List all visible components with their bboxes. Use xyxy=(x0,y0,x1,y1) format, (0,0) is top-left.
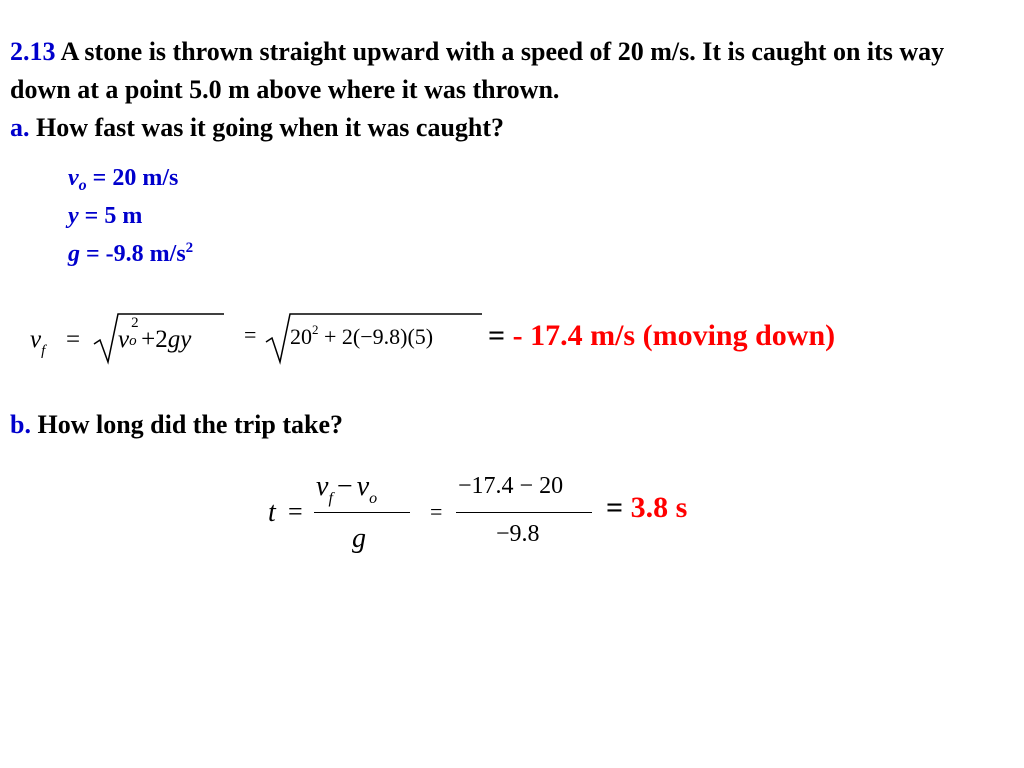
given-y: y = 5 m xyxy=(68,203,143,229)
equals-sign-2: = xyxy=(244,322,257,347)
result-a: = - 17.4 m/s (moving down) xyxy=(488,319,836,352)
equals-sign-b: = xyxy=(288,497,303,526)
numerator-2: −17.4 − 20 xyxy=(458,473,564,499)
radicand-2: $20^2 + 2(-9.8)(5)$ xyxy=(290,322,434,349)
problem-number: 2.13 xyxy=(10,37,56,66)
radicand-1: v 2 o +2gy xyxy=(118,315,192,353)
equation-a xyxy=(0,300,1024,380)
equals-sign: = xyxy=(66,326,81,353)
part-b-question: How long did the trip take? xyxy=(37,410,343,439)
given-g: g = -9.8 $m/s^2$ xyxy=(68,240,194,267)
t-lhs: t xyxy=(268,497,276,528)
result-b: = 3.8 s xyxy=(606,491,688,524)
part-a-label: a. xyxy=(10,113,30,142)
part-b-label: b. xyxy=(10,410,31,439)
problem-statement xyxy=(10,33,1010,147)
fraction-bar-2 xyxy=(456,512,592,513)
equals-sign-b2: = xyxy=(430,499,443,524)
given-vo: $v_o = 20$ m/s xyxy=(68,165,179,194)
numerator-1: $v_f - v_o$ xyxy=(316,471,378,507)
denominator-2: −9.8 xyxy=(496,521,540,547)
denominator-1: g xyxy=(352,523,366,554)
part-b xyxy=(10,410,343,440)
vf-lhs: $v_f$ xyxy=(30,326,46,359)
equation-b xyxy=(0,465,1024,575)
fraction-bar-1 xyxy=(314,512,410,513)
part-a-question: How fast was it going when it was caught? xyxy=(36,113,505,142)
problem-text: A stone is thrown straight upward with a speed of 20 m/s. It is caught on its way down at a point 5.0 m above where it was thrown. xyxy=(10,37,945,104)
